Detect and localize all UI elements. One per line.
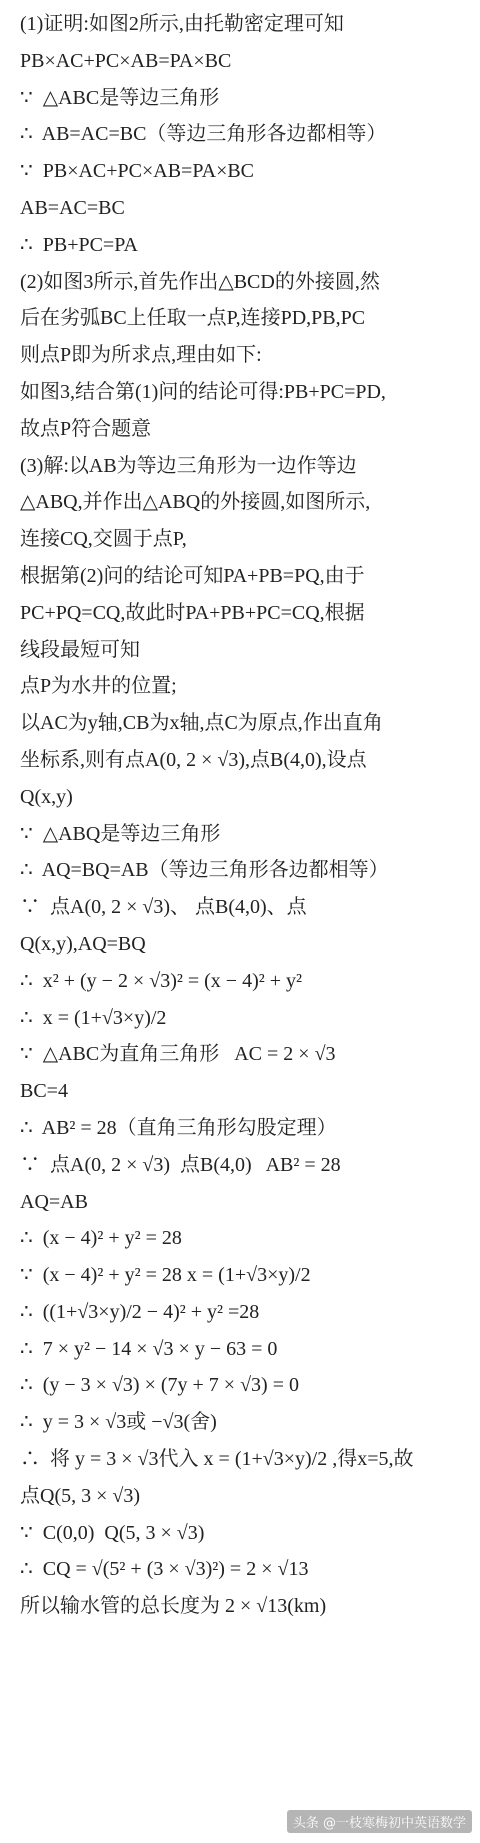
text-line: ∵ (x − 4)² + y² = 28 x = (1+√3×y)/2 [20,1264,311,1287]
text-line: ∴ AQ=BQ=AB（等边三角形各边都相等） [20,859,389,882]
text-line: ∴ y = 3 × √3或 −√3(舍) [20,1411,217,1434]
text-line: ∴ x² + (y − 2 × √3)² = (x − 4)² + y² [20,969,303,992]
text-line: 根据第(2)问的结论可知PA+PB=PQ,由于 [20,564,365,587]
text-line: ∴ ((1+√3×y)/2 − 4)² + y² =28 [20,1300,260,1323]
text-line: ∴ 7 × y² − 14 × √3 × y − 63 = 0 [20,1337,278,1360]
text-line: 如图3,结合第(1)问的结论可得:PB+PC=PD, [20,380,386,403]
text-line: PB×AC+PC×AB=PA×BC [20,49,232,72]
text-line: 后在劣弧BC上任取一点P,连接PD,PB,PC [20,307,366,330]
text-line: 点P为水井的位置; [20,675,177,698]
text-line: ∴ 将 y = 3 × √3代入 x = (1+√3×y)/2 ,得x=5,故 [20,1448,414,1471]
text-line: 故点P符合题意 [20,417,152,440]
text-line: (2)如图3所示,首先作出△BCD的外接圆,然 [20,270,380,293]
text-line: ∴ CQ = √(5² + (3 × √3)²) = 2 × √13 [20,1558,309,1581]
text-line: ∵ 点A(0, 2 × √3)、 点B(4,0)、点 [20,896,307,919]
text-line: BC=4 [20,1080,68,1103]
text-line: AB=AC=BC [20,196,125,219]
text-line: 所以输水管的总长度为 2 × √13(km) [20,1595,327,1618]
watermark: 头条 @一枝寒梅初中英语数学 [287,1810,472,1833]
text-line: ∵ C(0,0) Q(5, 3 × √3) [20,1521,205,1544]
text-line: ∴ AB² = 28（直角三角形勾股定理） [20,1116,337,1139]
text-line: (3)解:以AB为等边三角形为一边作等边 [20,454,357,477]
text-line: 则点P即为所求点,理由如下: [20,344,262,367]
text-line: 以AC为y轴,CB为x轴,点C为原点,作出直角 [20,712,383,735]
text-line: ∵ △ABQ是等边三角形 [20,822,221,845]
text-line: ∴ PB+PC=PA [20,233,138,256]
text-line: ∴ (x − 4)² + y² = 28 [20,1227,182,1250]
text-line: 坐标系,则有点A(0, 2 × √3),点B(4,0),设点 [20,748,367,771]
text-line: ∴ x = (1+√3×y)/2 [20,1006,167,1029]
text-line: 线段最短可知 [20,638,140,661]
text-line: ∵ PB×AC+PC×AB=PA×BC [20,160,255,183]
text-line: PC+PQ=CQ,故此时PA+PB+PC=CQ,根据 [20,601,365,624]
text-line: 连接CQ,交圆于点P, [20,528,187,551]
text-line: Q(x,y) [20,785,73,808]
text-line: AQ=AB [20,1190,88,1213]
text-line: ∴ (y − 3 × √3) × (7y + 7 × √3) = 0 [20,1374,299,1397]
text-line: 点Q(5, 3 × √3) [20,1484,141,1507]
text-line: ∵ 点A(0, 2 × √3) 点B(4,0) AB² = 28 [20,1153,341,1176]
text-line: ∴ AB=AC=BC（等边三角形各边都相等） [20,123,387,146]
text-line: Q(x,y),AQ=BQ [20,932,146,955]
text-line: ∵ △ABC为直角三角形 AC = 2 × √3 [20,1043,336,1066]
text-line: (1)证明:如图2所示,由托勒密定理可知 [20,13,344,35]
text-line: △ABQ,并作出△ABQ的外接圆,如图所示, [20,491,371,514]
text-line: ∵ △ABC是等边三角形 [20,86,220,109]
